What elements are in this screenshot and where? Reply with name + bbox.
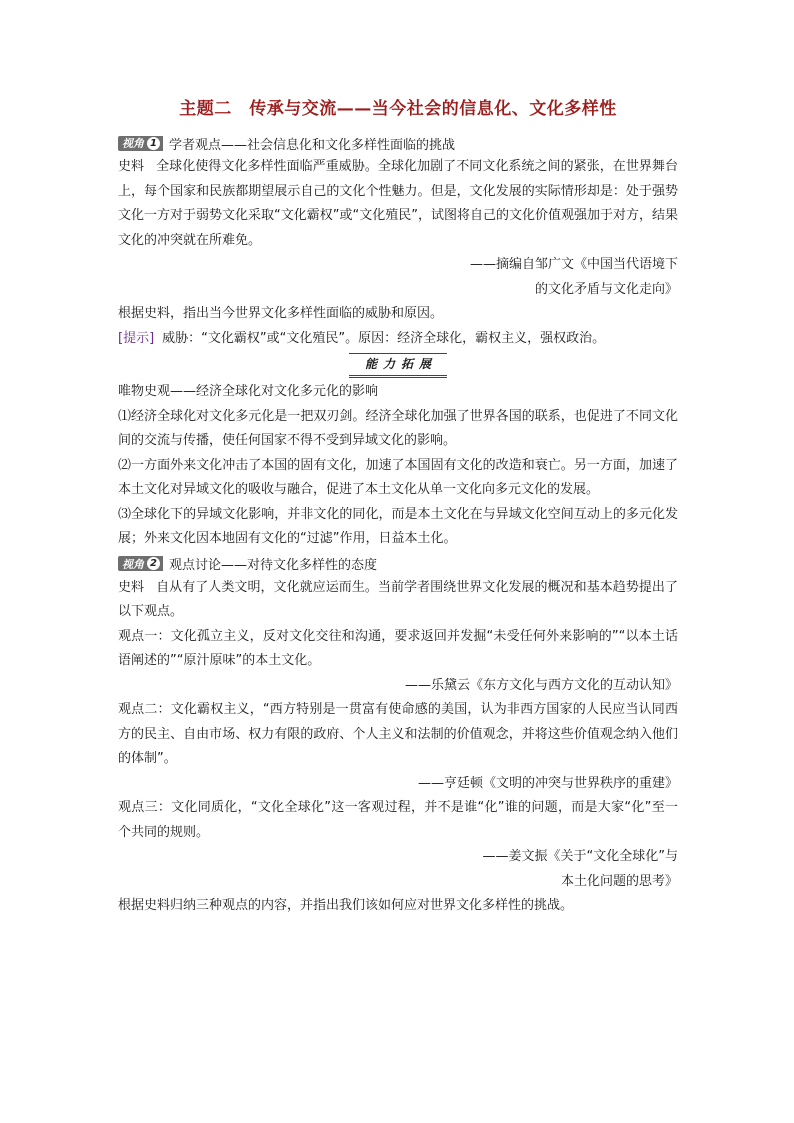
section1-heading: 学者观点——社会信息化和文化多样性面临的挑战 <box>169 137 456 153</box>
document-page <box>118 94 678 919</box>
section2-heading-line <box>118 552 678 576</box>
ability-expansion-banner <box>118 353 678 378</box>
viewpoint-3: 观点三：文化同质化，“文化全球化”这一客观过程，并不是谁“化”谁的问题，而是大家“化”至一个共同的规则。 <box>118 800 678 840</box>
source-label: 史料 <box>118 159 145 174</box>
source-text: 全球化使得文化多样性面临严重威胁。全球化加剧了不同文化系统之间的紧张，在世界舞台上，每个国家和民族都期望展示自己的文化个性魅力。但是，文化发展的实际情形却是：处于强势文化一方对于弱势文化采取“文化霸权”或“文化殖民”，试图将自己的文化价值观强加于对方，结果文化的冲突就在所难免。 <box>118 159 678 248</box>
viewpoint-1-citation: ——乐黛云《东方文化与西方文化的互动认知》 <box>404 677 678 693</box>
source-label: 史料 <box>118 579 145 595</box>
badge-label: 视角 <box>122 137 144 150</box>
viewpoint-2: 观点二：文化霸权主义，“西方特别是一贯富有使命感的美国，认为非西方国家的人民应当认同西方的民主、自由市场、权力有限的政府、个人主义和法制的价值观念，并将这些价值观念纳入他们的体制”。 <box>118 702 678 766</box>
section2-question: 根据史料归纳三种观点的内容，并指出我们该如何应对世界文化多样性的挑战。 <box>118 898 574 913</box>
viewpoint-2-citation: ——亨廷顿《文明的冲突与世界秩序的重建》 <box>417 775 678 791</box>
expansion-item: ⑴经济全球化对文化多元化是一把双刃剑。经济全球化加强了世界各国的联系，也促进了不同文化间的交流与传播，使任何国家不得不受到异域文化的影响。 <box>118 408 678 448</box>
hint-label: [提示] <box>118 330 155 346</box>
section1-citation-line2: 的文化矛盾与文化走向》 <box>534 281 678 297</box>
banner-label: 能力拓展 <box>349 353 447 378</box>
badge-number: 2 <box>146 556 161 571</box>
perspective-badge-1 <box>118 136 163 151</box>
badge-label: 视角 <box>122 557 144 571</box>
section1-heading-line <box>118 131 678 155</box>
section2-heading: 观点讨论——对待文化多样性的态度 <box>169 558 378 573</box>
section2-source <box>118 576 678 625</box>
perspective-badge-2 <box>118 556 163 571</box>
page-title: 主题二 传承与交流——当今社会的信息化、文化多样性 <box>179 99 617 119</box>
expansion-heading: 唯物史观——经济全球化对文化多元化的影响 <box>118 384 379 399</box>
viewpoint-3-citation-line1: ——姜文振《关于“文化全球化”与 <box>482 849 678 864</box>
source-text: 自从有了人类文明，文化就应运而生。当前学者围绕世界文化发展的概况和基本趋势提出了以下观点。 <box>118 579 678 619</box>
section1-hint <box>118 327 678 352</box>
section1-citation-line1: ——摘编自邹广文《中国当代语境下 <box>469 257 678 272</box>
section1-question: 根据史料，指出当今世界文化多样性面临的威胁和原因。 <box>118 306 444 321</box>
section1-source <box>118 155 678 253</box>
viewpoint-3-citation-line2: 本土化问题的思考》 <box>560 873 678 889</box>
viewpoint-1: 观点一：文化孤立主义，反对文化交往和沟通，要求返回并发掘“未受任何外来影响的”“以本土话语阐述的”“原汁原味”的本土文化。 <box>118 628 678 668</box>
badge-number: 1 <box>146 136 161 151</box>
expansion-item: ⑵一方面外来文化冲击了本国的固有文化，加速了本国固有文化的改造和衰亡。另一方面，加速了本土文化对异域文化的吸收与融合，促进了本土文化从单一文化向多元文化的发展。 <box>118 457 678 497</box>
expansion-item: ⑶全球化下的异域文化影响，并非文化的同化，而是本土文化在与异域文化空间互动上的多元化发展；外来文化因本地固有文化的“过滤”作用，日益本土化。 <box>118 506 678 546</box>
hint-text: 威胁：“文化霸权”或“文化殖民”。原因：经济全球化，霸权主义，强权政治。 <box>162 330 606 346</box>
